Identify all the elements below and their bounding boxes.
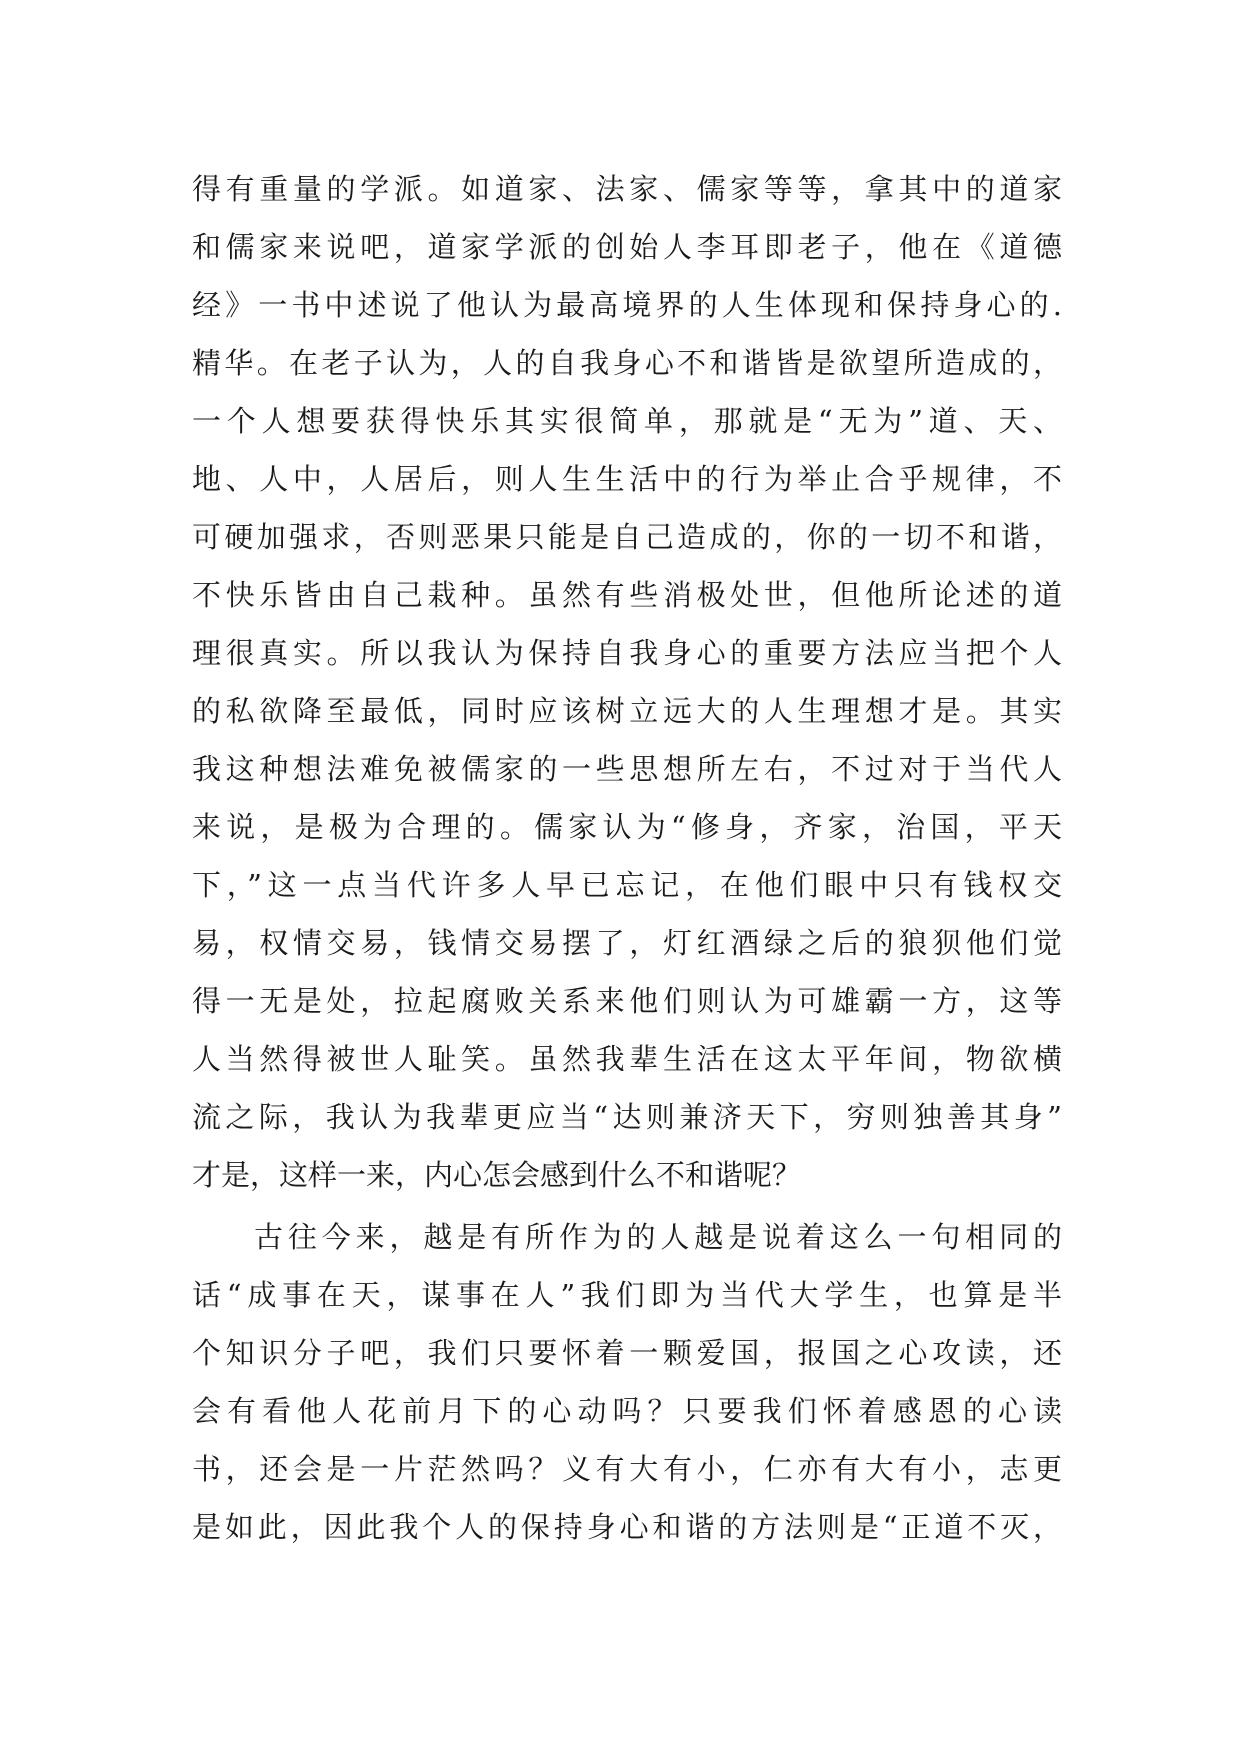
text-line: 流之际，我认为我辈更应当“达则兼济天下，穷则独善其身”: [192, 1100, 1062, 1134]
text-line: 是如此，因此我个人的保持身心和谐的方法则是“正道不灭，: [192, 1510, 1062, 1544]
text-line: 个知识分子吧，我们只要怀着一颗爱国，报国之心攻读，还: [192, 1336, 1062, 1370]
text-line: 的私欲降至最低，同时应该树立远大的人生理想才是。其实: [192, 694, 1062, 728]
text-line: 易，权情交易，钱情交易摆了，灯红酒绿之后的狼狈他们觉: [192, 926, 1062, 960]
text-line: 我这种想法难免被儒家的一些思想所左右，不过对于当代人: [192, 752, 1062, 786]
text-line: 理很真实。所以我认为保持自我身心的重要方法应当把个人: [192, 636, 1062, 670]
text-line: 来说，是极为合理的。儒家认为“修身，齐家，治国，平天: [192, 810, 1062, 844]
text-line: 地、人中，人居后，则人生生活中的行为举止合乎规律，不: [192, 462, 1062, 496]
text-line: 经》一书中述说了他认为最高境界的人生体现和保持身心的.: [192, 288, 1062, 322]
text-line: 和儒家来说吧，道家学派的创始人李耳即老子，他在《道德: [192, 230, 1062, 264]
paragraph-2: [192, 1208, 1062, 1556]
text-line: 一个人想要获得快乐其实很简单，那就是“无为”道、天、: [192, 404, 1062, 438]
text-line: 得一无是处，拉起腐败关系来他们则认为可雄霸一方，这等: [192, 984, 1062, 1018]
text-line: 下，”这一点当代许多人早已忘记，在他们眼中只有钱权交: [192, 868, 1062, 902]
body-text: [192, 160, 1062, 1556]
text-line: 得有重量的学派。如道家、法家、儒家等等，拿其中的道家: [192, 172, 1062, 206]
text-line: 古往今来，越是有所作为的人越是说着这么一句相同的: [254, 1220, 1062, 1254]
text-line: 话“成事在天，谋事在人”我们即为当代大学生，也算是半: [192, 1278, 1062, 1312]
text-line: 精华。在老子认为，人的自我身心不和谐皆是欲望所造成的，: [192, 346, 1062, 380]
text-line: 会有看他人花前月下的心动吗？只要我们怀着感恩的心读: [192, 1394, 1062, 1428]
text-line: 才是，这样一来，内心怎会感到什么不和谐呢？: [192, 1158, 802, 1192]
paragraph-1: [192, 160, 1062, 1204]
text-line: 不快乐皆由自己栽种。虽然有些消极处世，但他所论述的道: [192, 578, 1062, 612]
text-line: 书，还会是一片茫然吗？义有大有小，仁亦有大有小，志更: [192, 1452, 1062, 1486]
text-line: 人当然得被世人耻笑。虽然我辈生活在这太平年间，物欲横: [192, 1042, 1062, 1076]
text-line: 可硬加强求，否则恶果只能是自己造成的，你的一切不和谐，: [192, 520, 1062, 554]
